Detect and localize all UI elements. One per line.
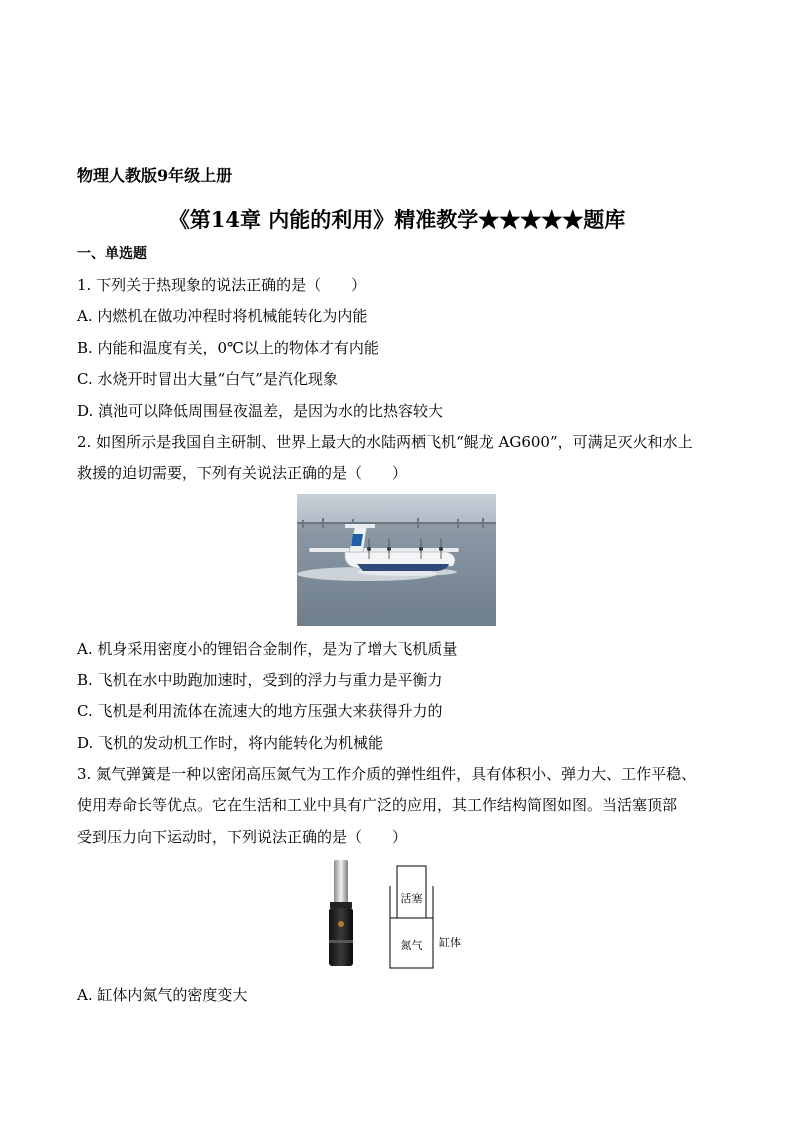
cylinder-schematic (390, 866, 433, 968)
gas-spring-photo (329, 860, 353, 966)
subject-heading: 物理人教版9年级上册 (77, 166, 233, 185)
q2-stem-line-2: 救援的迫切需要，下列有关说法正确的是（ ） (77, 464, 408, 482)
q1-option-d: D. 滇池可以降低周围昼夜温差，是因为水的比热容较大 (77, 402, 444, 420)
q3-option-a: A. 缸体内氮气的密度变大 (77, 986, 248, 1004)
page-title: 《第14章 内能的利用》精准教学★★★★★题库 (168, 207, 626, 232)
q2-stem-line-1: 2. 如图所示是我国自主研制、世界上最大的水陆两栖飞机“鲲龙 AG600”，可满足灭火和水上 (77, 433, 693, 451)
q3-stem-line-3: 受到压力向下运动时，下列说法正确的是（ ） (77, 828, 408, 846)
q1-option-b: B. 内能和温度有关，0℃以上的物体才有内能 (77, 339, 379, 357)
q2-option-b: B. 飞机在水中助跑加速时，受到的浮力与重力是平衡力 (77, 671, 443, 689)
q3-stem-line-1: 3. 氮气弹簧是一种以密闭高压氮气为工作介质的弹性组件，具有体积小、弹力大、工作平稳、 (77, 765, 697, 783)
seaplane-photo (297, 494, 496, 626)
gas-spring-diagram (318, 858, 468, 970)
q1-option-c: C. 水烧开时冒出大量“白气”是汽化现象 (77, 370, 338, 388)
q1-option-a: A. 内燃机在做功冲程时将机械能转化为内能 (77, 307, 368, 325)
cylinder-label: 缸体 (439, 936, 461, 949)
q1-stem: 1. 下列关于热现象的说法正确的是（ ） (77, 276, 367, 294)
q3-stem-line-2: 使用寿命长等优点。它在生活和工业中具有广泛的应用，其工作结构简图如图。当活塞顶部 (77, 796, 678, 814)
q2-option-a: A. 机身采用密度小的锂铝合金制作，是为了增大飞机质量 (77, 640, 458, 658)
section-heading: 一、单选题 (77, 246, 147, 262)
q2-option-d: D. 飞机的发动机工作时，将内能转化为机械能 (77, 734, 384, 752)
piston-label: 活塞 (400, 892, 423, 905)
gas-label: 氮气 (400, 939, 423, 952)
q2-option-c: C. 飞机是利用流体在流速大的地方压强大来获得升力的 (77, 702, 443, 720)
